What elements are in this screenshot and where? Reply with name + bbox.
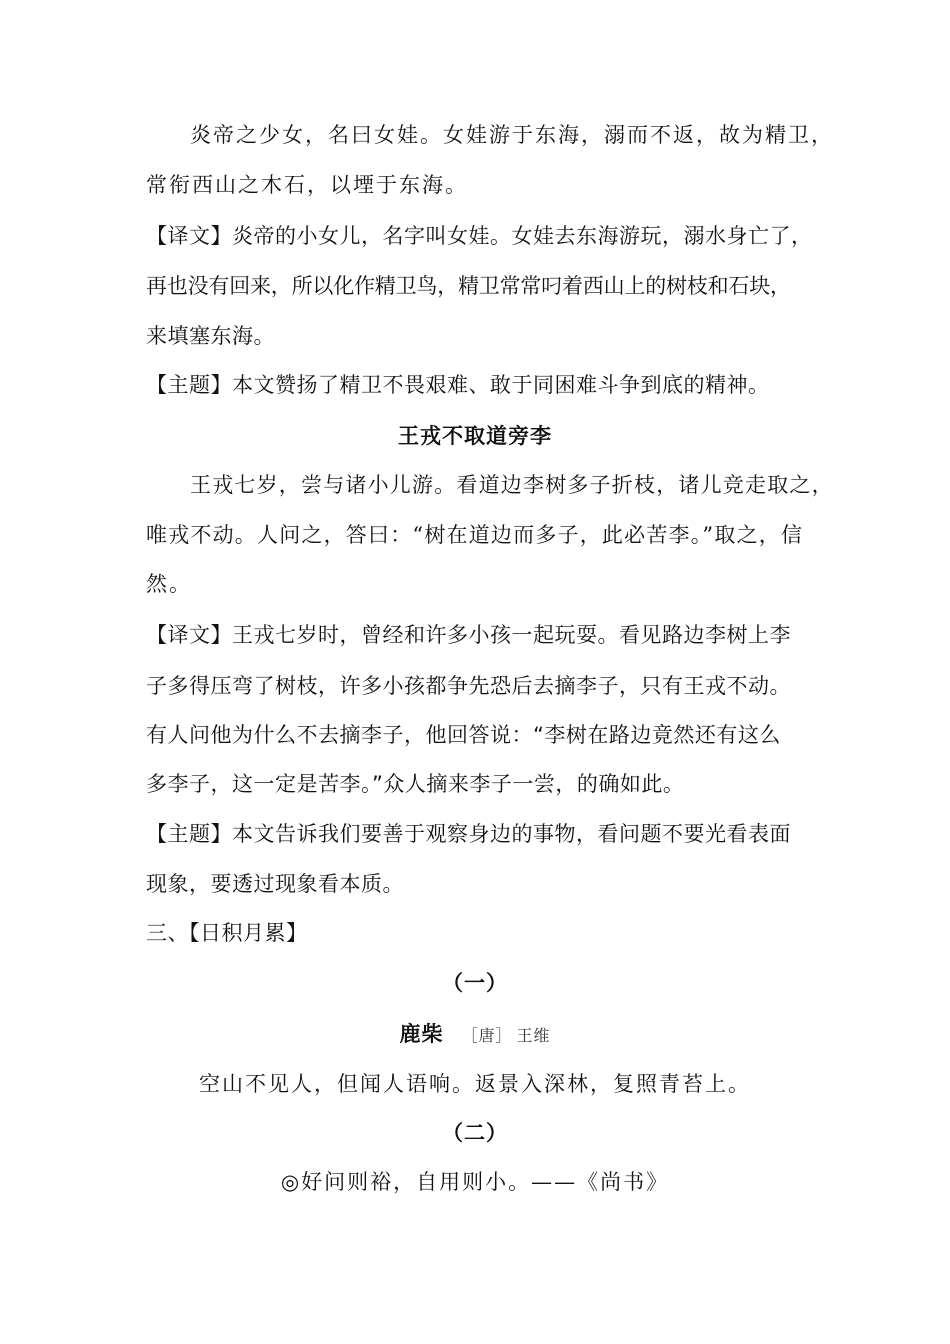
poem-author: 王维: [516, 1026, 551, 1045]
wangrong-theme-line-1: [146, 819, 810, 849]
wangrong-translation-line-3: 有人问他为什么不去摘李子，他回答说：“李树在路边竟然还有这么: [146, 723, 781, 747]
jingwei-original-line-2: 常衔西山之木石，以堙于东海。: [146, 173, 468, 197]
jingwei-translation-line-2: 再也没有回来，所以化作精卫鸟，精卫常常叼着西山上的树枝和石块，: [146, 274, 791, 298]
part-1-label: （一）: [442, 971, 508, 995]
translation-tag: 【译文】: [146, 623, 232, 647]
poem-heading: [0, 1019, 950, 1051]
poem-title: 鹿柴: [399, 1022, 444, 1046]
jingwei-translation-line-1: [146, 221, 813, 251]
wangrong-translation-line-2: 子多得压弯了树枝，许多小孩都争先恐后去摘李子，只有王戎不动。: [146, 674, 791, 698]
translation-text: 王戎七岁时，曾经和许多小孩一起玩耍。看见路边李树上李: [232, 623, 791, 647]
poem-text: 空山不见人，但闻人语响。返景入深林，复照青苔上。: [199, 1072, 751, 1096]
wangrong-translation-line-4: 多李子，这一定是苦李。”众人摘来李子一尝，的确如此。: [146, 772, 685, 796]
section-heading: 三、【日积月累】: [146, 921, 308, 945]
wangrong-original-line-2: 唯戎不动。人问之，答曰：“树在道边而多子，此必苦李。”取之，信: [146, 523, 804, 547]
theme-text: 本文赞扬了精卫不畏艰难、敢于同困难斗争到底的精神。: [232, 373, 770, 397]
translation-tag: 【译文】: [146, 224, 232, 248]
wangrong-theme-line-2: 现象，要透过现象看本质。: [146, 872, 404, 896]
theme-text: 本文告诉我们要善于观察身边的事物，看问题不要光看表面: [232, 822, 791, 846]
part-2-label: （二）: [442, 1121, 508, 1145]
wangrong-original-line-1: 王戎七岁，尝与诸小儿游。看道边李树多子折枝，诸儿竞走取之，: [190, 473, 834, 497]
jingwei-original-line-1: 炎帝之少女，名曰女娃。女娃游于东海，溺而不返，故为精卫，: [190, 123, 834, 147]
jingwei-theme-line: [146, 370, 810, 400]
translation-text: 炎帝的小女儿，名字叫女娃。女娃去东海游玩，溺水身亡了，: [232, 224, 813, 248]
theme-tag: 【主题】: [146, 373, 232, 397]
wangrong-title: 王戎不取道旁李: [398, 424, 552, 448]
wangrong-original-line-3: 然。: [146, 572, 192, 596]
jingwei-translation-line-3: 来填塞东海。: [146, 324, 275, 348]
wangrong-translation-line-1: [146, 620, 810, 650]
quote-text: ◎好问则裕，自用则小。——《尚书》: [280, 1170, 670, 1194]
poem-dynasty: ［唐］: [461, 1026, 513, 1045]
theme-tag: 【主题】: [146, 822, 232, 846]
